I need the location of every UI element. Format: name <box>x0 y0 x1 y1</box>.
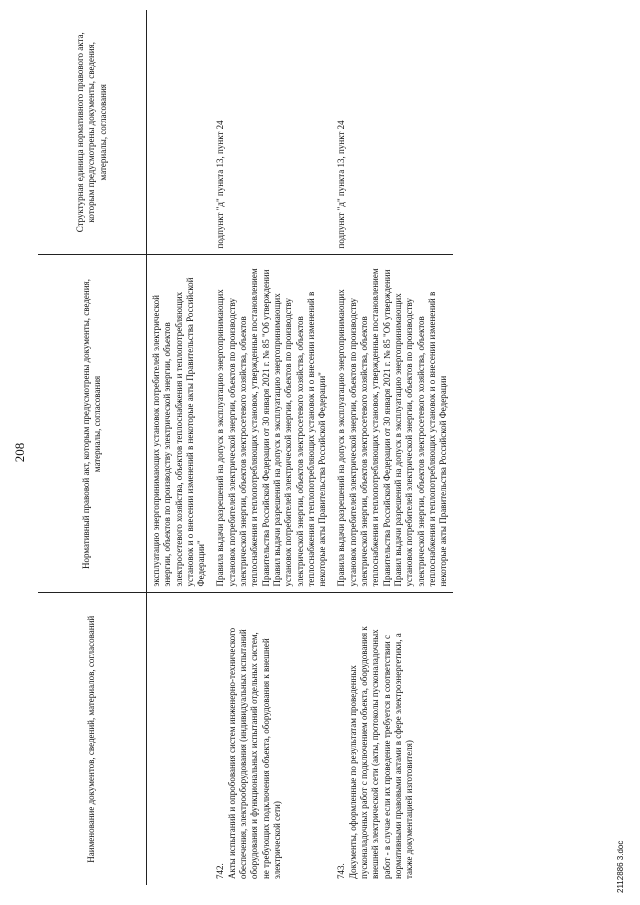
page-number: 208 <box>12 442 27 463</box>
table-row <box>332 10 453 885</box>
row-number: 742. <box>215 863 226 879</box>
header-unit: Структурная единица нормативного правового акта, которым предусмотрены документы, сведения, материалы, согласования <box>38 10 147 255</box>
row-act: Правила выдачи разрешений на допуск в эксплуатацию энергопринимающих установок потребителей электрической энергии, объектов по производству электрической энергии, объектов электросетевого хозяйства, объектов теплоснабжения и теплопотребляющих установок, утвержденные постановлением Правительства Российской Федерации от 30 января 2021 г. № 85 "Об утверждении Правил выдачи разрешений на допуск в эксплуатацию энергопринимающих установок потребителей электрической энергии, объектов по производству электрической энергии, объектов электросетевого хозяйства, объектов теплоснабжения и теплопотребляющих установок и о внесении изменений в некоторые акты Правительства Российской Федерации <box>332 255 453 593</box>
footer-file-code: 2112886 3.doc <box>616 840 625 893</box>
table-row <box>211 10 332 885</box>
rotated-page <box>10 10 630 895</box>
row-743-document-cell <box>332 593 453 885</box>
requirements-table <box>38 10 453 885</box>
row-unit: подпункт "д" пункта 13, пункт 24 <box>336 120 347 249</box>
row-document: Акты испытаний и опробования систем инженерно-технического обеспечения, электрооборудования (индивидуальных испытаний оборудования и функциональных испытаний отдельных систем, не требующих подключения объекта, оборудования к внешней электрической сети) <box>226 627 282 879</box>
continuation-documents-cell <box>147 593 212 885</box>
continuation-row <box>147 10 212 885</box>
row-document: Документы, оформленные по результатам проведенных пусконаладочных работ с подключением объекта, оборудования к внешней электрической сети (акты, протоколы пусконаладочных работ - в случае если их проведение требуется в соответствии с нормативными правовыми актами в сфере электроэнергетики, а также документацией изготовителя) <box>347 626 415 879</box>
continuation-act: эксплуатацию энергопринимающих установок потребителей электрической энергии, объектов по производству электрической энергии, объектов электросетевого хозяйства, объектов теплоснабжения и теплопотребляющих установок и о внесении изменений в некоторые акты Правительства Российской Федерации" <box>147 255 212 593</box>
row-742-document-cell <box>211 593 332 885</box>
table-header-row <box>38 10 147 885</box>
row-unit: подпункт "д" пункта 13, пункт 24 <box>215 120 226 249</box>
header-documents: Наименование документов, сведений, материалов, согласований <box>38 593 147 885</box>
row-number: 743. <box>336 863 347 879</box>
header-act: Нормативный правовой акт, которым предусмотрены документы, сведения, материалы, согласования <box>38 255 147 593</box>
continuation-unit-cell <box>147 10 212 255</box>
row-act: Правила выдачи разрешений на допуск в эксплуатацию энергопринимающих установок потребителей электрической энергии, объектов по производству электрической энергии, объектов электросетевого хозяйства, объектов теплоснабжения и теплопотребляющих установок, утвержденные постановлением Правительства Российской Федерации от 30 января 2021 г. № 85 "Об утверждении Правил выдачи разрешений на допуск в эксплуатацию энергопринимающих установок потребителей электрической энергии, объектов по производству электрической энергии, объектов электросетевого хозяйства, объектов теплоснабжения и теплопотребляющих установок и о внесении изменений в некоторые акты Правительства Российской Федерации" <box>211 255 332 593</box>
